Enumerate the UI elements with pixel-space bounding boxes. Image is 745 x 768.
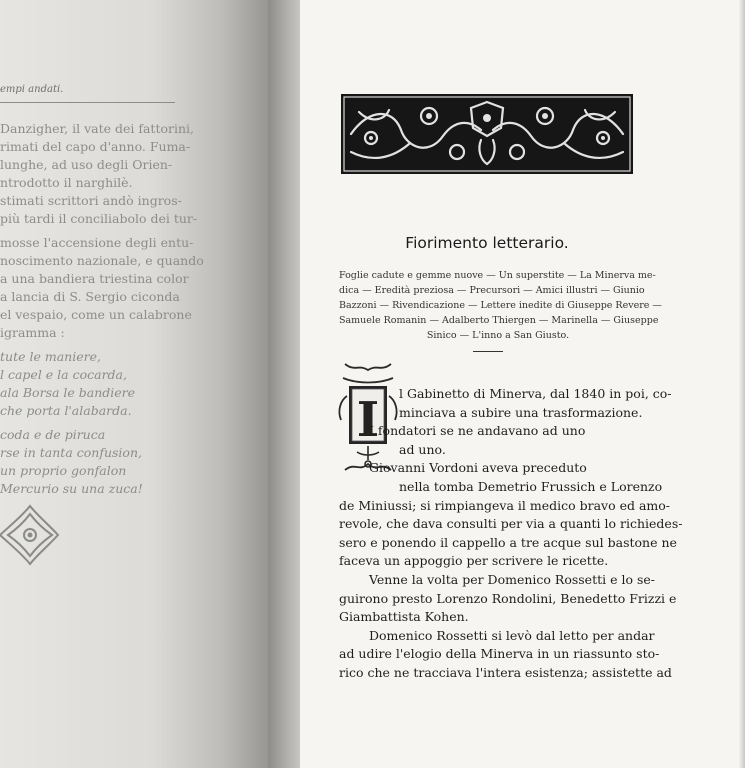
body-line: nella tomba Demetrio Frussich e Lorenzo: [399, 478, 663, 494]
verse-line: Mercurio su una zuca!: [0, 481, 143, 496]
body-line: ad udire l'elogio della Minerva in un riassunto sto-: [339, 646, 660, 662]
body-line: guirono presto Lorenzo Rondolini, Benedetto Frizzi e: [339, 590, 677, 606]
body-line: ad uno.: [399, 441, 446, 457]
text-line: noscimento nazionale, e quando: [0, 253, 204, 268]
summary-line: dica — Eredità preziosa — Precursori — Amici illustri — Giunio: [339, 285, 645, 296]
verse-line: coda e de piruca: [0, 427, 106, 442]
separator-rule: [473, 351, 503, 352]
page-edge: [739, 0, 745, 768]
body-line: Venne la volta per Domenico Rossetti e lo se-: [369, 571, 655, 587]
left-page: [0, 0, 278, 768]
running-head: empi andati.: [0, 84, 64, 95]
body-line: revole, che dava consulti per via a quanti lo richiedes-: [339, 516, 683, 532]
text-line: più tardi il conciliabolo dei tur-: [0, 211, 198, 226]
body-line: l Gabinetto di Minerva, dal 1840 in poi, co-: [399, 386, 672, 401]
text-line: stimati scrittori andò ingros-: [0, 193, 182, 208]
text-line: el vespaio, come un calabrone: [0, 307, 192, 322]
text-line: lunghe, ad uso degli Orien-: [0, 157, 173, 172]
verse-line: un proprio gonfalon: [0, 463, 127, 478]
text-line: Danzigher, il vate dei fattorini,: [0, 121, 195, 136]
body-line: minciava a subire una trasformazione.: [399, 404, 643, 420]
chapter-summary: [339, 268, 662, 343]
verse-line: rse in tanta confusion,: [0, 445, 142, 460]
body-line: faceva un appoggio per scrivere le ricette.: [339, 553, 609, 569]
chapter-body: [339, 385, 683, 683]
body-line: sero e ponendo il cappello a tre acque sul bastone ne: [339, 534, 677, 550]
body-line: I fondatori se ne andavano ad uno: [369, 423, 586, 439]
verse-line: tute le maniere,: [0, 349, 101, 364]
body-line: Giovanni Vordoni aveva preceduto: [369, 460, 587, 476]
body-line: rico che ne tracciava l'intera esistenza; assistette ad: [339, 664, 672, 680]
header-rule: [0, 102, 175, 103]
left-page-text: [0, 120, 204, 498]
body-line: Domenico Rossetti si levò dal letto per andar: [369, 627, 655, 643]
text-line: a lancia di S. Sergio ciconda: [0, 289, 180, 304]
verse-line: ala Borsa le bandiere: [0, 385, 136, 400]
verse-line: che porta l'alabarda.: [0, 403, 132, 418]
summary-line: Samuele Romanin — Adalberto Thiergen — Marinella — Giuseppe: [339, 315, 659, 326]
summary-line: Sinico — L'inno a San Giusto.: [426, 330, 570, 341]
body-line: de Miniussi; si rimpiangeva il medico bravo ed amo-: [339, 497, 671, 513]
text-line: igramma :: [0, 325, 65, 340]
text-line: rimati del capo d'anno. Fuma-: [0, 139, 191, 154]
summary-line: Bazzoni — Rivendicazione — Lettere inedite di Giuseppe Revere —: [339, 300, 662, 311]
text-line: ntrodotto il narghilè.: [0, 175, 133, 190]
summary-line: Foglie cadute e gemme nuove — Un superstite — La Minerva me-: [339, 270, 656, 281]
decorative-headpiece-icon: [341, 94, 633, 174]
text-line: mosse l'accensione degli entu-: [0, 235, 194, 250]
text-line: a una bandiera triestina color: [0, 271, 189, 286]
chapter-title: Fiorimento letterario.: [405, 234, 569, 252]
tailpiece-ornament-icon: [0, 502, 62, 568]
body-line: Giambattista Kohen.: [339, 609, 469, 625]
verse-line: l capel e la cocarda,: [0, 367, 127, 382]
drop-cap-letter: I: [356, 392, 380, 448]
